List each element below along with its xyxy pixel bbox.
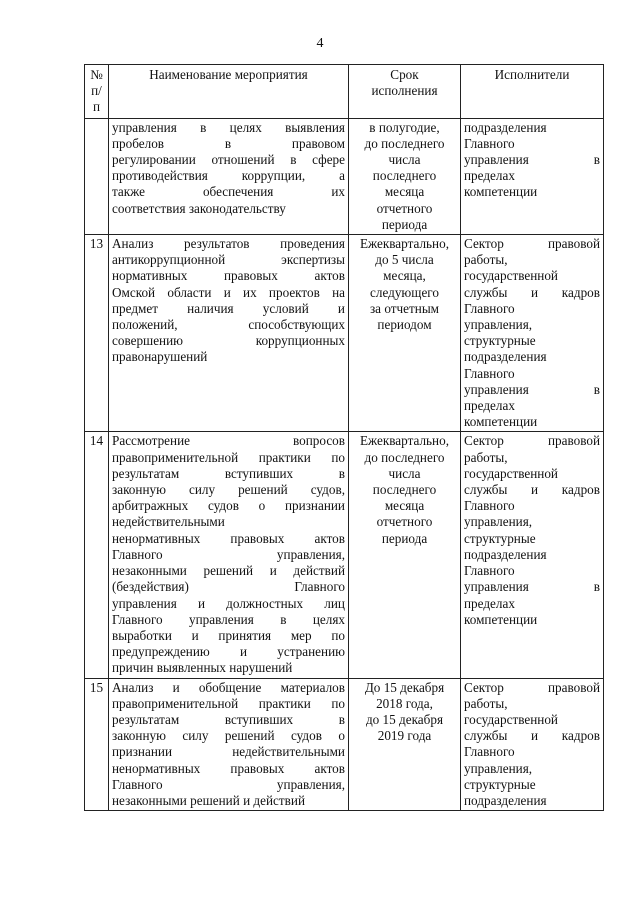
cell-line: арбитражных судов о признании bbox=[112, 498, 345, 514]
cell-line: 2018 года, bbox=[376, 695, 433, 711]
cell-line: правоприменительной практики по bbox=[112, 695, 345, 711]
cell-line: государственной bbox=[464, 711, 558, 727]
cell-line: совершению коррупционных bbox=[112, 333, 345, 349]
cell-line: периода bbox=[381, 530, 428, 546]
cell-line: числа bbox=[388, 465, 421, 481]
cell-line: подразделения bbox=[464, 546, 547, 562]
cell-line: Сектор правовой bbox=[464, 679, 600, 695]
cell-line: результатам вступивших в bbox=[112, 465, 345, 481]
row-deadline bbox=[349, 118, 461, 234]
cell-line: периодом bbox=[377, 317, 432, 333]
cell-line: структурные bbox=[464, 333, 536, 349]
cell-line: Главного bbox=[464, 365, 515, 381]
header-deadline-line: Срок bbox=[390, 67, 419, 82]
cell-line: Ежеквартально, bbox=[359, 433, 449, 449]
cell-line: в полугодие, bbox=[369, 119, 440, 135]
table-row bbox=[85, 235, 604, 432]
row-event-name bbox=[109, 118, 349, 234]
cell-line: компетенции bbox=[464, 611, 538, 627]
cell-line: работы, bbox=[464, 252, 508, 268]
page-number: 4 bbox=[316, 36, 324, 51]
cell-line: антикоррупционной экспертизы bbox=[112, 252, 345, 268]
row-event-name bbox=[109, 432, 349, 678]
cell-line: незаконными решений и действий bbox=[112, 563, 345, 579]
cell-line: 2019 года bbox=[377, 728, 432, 744]
row-executors bbox=[461, 678, 604, 811]
header-number-line: № bbox=[90, 67, 103, 82]
row-executors bbox=[461, 432, 604, 678]
row-event-name bbox=[109, 678, 349, 811]
cell-line: выработки и принятия мер по bbox=[112, 627, 345, 643]
cell-line: Главного управления, bbox=[112, 546, 345, 562]
header-executors: Исполнители bbox=[461, 65, 604, 119]
cell-line: (бездействия) Главного bbox=[112, 579, 345, 595]
cell-line: причин выявленных нарушений bbox=[112, 660, 293, 676]
row-number bbox=[85, 118, 109, 234]
cell-line: недействительными bbox=[112, 514, 225, 530]
row-number: 15 bbox=[85, 678, 109, 811]
cell-line: ненормативных правовых актов bbox=[112, 760, 345, 776]
table-row bbox=[85, 118, 604, 234]
cell-line: Главного bbox=[464, 744, 515, 760]
cell-line: признании недействительными bbox=[112, 744, 345, 760]
header-deadline bbox=[349, 65, 461, 119]
cell-line: управления в bbox=[464, 579, 600, 595]
cell-line: службы и кадров bbox=[464, 284, 600, 300]
cell-line: Главного bbox=[464, 498, 515, 514]
cell-line: предмет наличия условий и bbox=[112, 300, 345, 316]
cell-line: положений, способствующих bbox=[112, 317, 345, 333]
cell-line: До 15 декабря bbox=[364, 679, 445, 695]
cell-line: Рассмотрение вопросов bbox=[112, 433, 345, 449]
cell-line: числа bbox=[388, 152, 421, 168]
cell-line: отчетного bbox=[376, 200, 433, 216]
cell-line: Анализ и обобщение материалов bbox=[112, 679, 345, 695]
cell-line: управления в целях выявления bbox=[112, 119, 345, 135]
header-number bbox=[85, 65, 109, 119]
cell-line: до 5 числа bbox=[375, 252, 434, 268]
header-number-line: п/п bbox=[91, 83, 102, 115]
cell-line: управления, bbox=[464, 514, 533, 530]
cell-line: предупреждению и устранению bbox=[112, 644, 345, 660]
cell-line: также обеспечения их bbox=[112, 184, 345, 200]
cell-line: месяца bbox=[384, 498, 425, 514]
cell-line: пределах bbox=[464, 168, 515, 184]
cell-line: Анализ результатов проведения bbox=[112, 236, 345, 252]
cell-line: результатам вступивших в bbox=[112, 711, 345, 727]
cell-line: правоприменительной практики по bbox=[112, 449, 345, 465]
cell-line: соответствия законодательству bbox=[112, 200, 286, 216]
row-event-name bbox=[109, 235, 349, 432]
cell-line: пределах bbox=[464, 398, 515, 414]
cell-line: Главного bbox=[464, 563, 515, 579]
cell-line: службы и кадров bbox=[464, 728, 600, 744]
row-number: 14 bbox=[85, 432, 109, 678]
cell-line: государственной bbox=[464, 465, 558, 481]
cell-line: подразделения bbox=[464, 792, 547, 808]
cell-line: Сектор правовой bbox=[464, 433, 600, 449]
cell-line: законную силу решений судов о bbox=[112, 728, 345, 744]
cell-line: противодействия коррупции, а bbox=[112, 168, 345, 184]
cell-line: пробелов в правовом bbox=[112, 135, 345, 151]
cell-line: правонарушений bbox=[112, 349, 208, 365]
cell-line: управления в bbox=[464, 381, 600, 397]
cell-line: управления в bbox=[464, 152, 600, 168]
cell-line: Главного bbox=[464, 300, 515, 316]
cell-line: управления, bbox=[464, 760, 533, 776]
cell-line: незаконными решений и действий bbox=[112, 792, 305, 808]
table-header-row bbox=[85, 65, 604, 119]
cell-line: Главного управления, bbox=[112, 776, 345, 792]
row-number: 13 bbox=[85, 235, 109, 432]
table-row bbox=[85, 432, 604, 678]
cell-line: до последнего bbox=[364, 135, 445, 151]
cell-line: работы, bbox=[464, 449, 508, 465]
cell-line: Главного управления в целях bbox=[112, 611, 345, 627]
cell-line: периода bbox=[381, 216, 428, 232]
row-executors bbox=[461, 118, 604, 234]
cell-line: отчетного bbox=[376, 514, 433, 530]
cell-line: месяца, bbox=[383, 268, 426, 284]
cell-line: Ежеквартально, bbox=[359, 236, 449, 252]
cell-line: ненормативных правовых актов bbox=[112, 530, 345, 546]
header-event-name: Наименование мероприятия bbox=[109, 65, 349, 119]
table-row bbox=[85, 678, 604, 811]
row-deadline bbox=[349, 678, 461, 811]
cell-line: компетенции bbox=[464, 414, 538, 430]
cell-line: последнего bbox=[372, 482, 437, 498]
cell-line: Омской области и их проектов на bbox=[112, 284, 345, 300]
cell-line: подразделения bbox=[464, 349, 547, 365]
cell-line: законную силу решений судов, bbox=[112, 482, 345, 498]
cell-line: Главного bbox=[464, 135, 515, 151]
header-deadline-line: исполнения bbox=[371, 83, 438, 99]
cell-line: государственной bbox=[464, 268, 558, 284]
cell-line: структурные bbox=[464, 776, 536, 792]
row-deadline bbox=[349, 235, 461, 432]
cell-line: работы, bbox=[464, 695, 508, 711]
cell-line: нормативных правовых актов bbox=[112, 268, 345, 284]
cell-line: компетенции bbox=[464, 184, 538, 200]
cell-line: структурные bbox=[464, 530, 536, 546]
cell-line: службы и кадров bbox=[464, 482, 600, 498]
cell-line: за отчетным bbox=[369, 300, 440, 316]
cell-line: пределах bbox=[464, 595, 515, 611]
cell-line: управления, bbox=[464, 317, 533, 333]
row-deadline bbox=[349, 432, 461, 678]
events-table bbox=[84, 64, 604, 811]
cell-line: управления и должностных лиц bbox=[112, 595, 345, 611]
cell-line: месяца bbox=[384, 184, 425, 200]
cell-line: следующего bbox=[370, 284, 439, 300]
cell-line: подразделения bbox=[464, 119, 547, 135]
cell-line: регулировании отношений в сфере bbox=[112, 152, 345, 168]
cell-line: до последнего bbox=[364, 449, 445, 465]
cell-line: Сектор правовой bbox=[464, 236, 600, 252]
cell-line: последнего bbox=[372, 168, 437, 184]
cell-line: до 15 декабря bbox=[365, 711, 444, 727]
row-executors bbox=[461, 235, 604, 432]
